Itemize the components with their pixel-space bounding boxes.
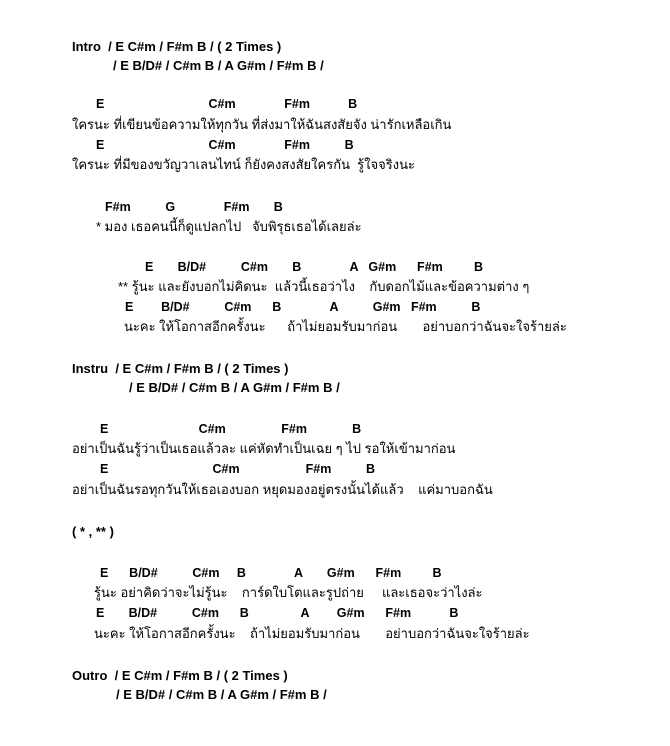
pre-chorus-chords: F#m G F#m B	[105, 200, 283, 214]
chorus2-lyric-1: รู้นะ อย่าคิดว่าจะไม่รู้นะ การ์ดใบโตและรูปถ่าย และเธอจะว่าไงล่ะ	[94, 585, 483, 600]
chorus2-chords-2: E B/D# C#m B A G#m F#m B	[96, 606, 459, 620]
verse1-chords-1: E C#m F#m B	[96, 97, 358, 111]
instru-progression: / E B/D# / C#m B / A G#m / F#m B /	[129, 380, 340, 395]
chorus-chords-2: E B/D# C#m B A G#m F#m B	[125, 300, 481, 314]
instru-line: Instru / E C#m / F#m B / ( 2 Times )	[72, 361, 289, 376]
outro-line: Outro / E C#m / F#m B / ( 2 Times )	[72, 668, 288, 683]
verse2-chords-2: E C#m F#m B	[100, 462, 376, 476]
chorus-lyric-2: นะคะ ให้โอกาสอีกครั้งนะ ถ้าไม่ยอมรับมาก่อน อย่าบอกว่าฉันจะใจร้ายล่ะ	[124, 319, 567, 334]
verse2-lyric-1: อย่าเป็นฉันรู้ว่าเป็นเธอแล้วละ แค่หัดทำเป็นเฉย ๆ ไป รอให้เข้ามาก่อน	[72, 441, 456, 456]
verse1-lyric-2: ใครนะ ที่มีของขวัญวาเลนไทน์ ก็ยังคงสงสัยใครกัน รู้ใจจริงนะ	[72, 157, 415, 172]
verse1-lyric-1: ใครนะ ที่เขียนข้อความให้ทุกวัน ที่ส่งมาให้ฉันสงสัยจัง น่ารักเหลือเกิน	[72, 117, 452, 132]
verse1-chords-2: E C#m F#m B	[96, 138, 354, 152]
verse2-lyric-2: อย่าเป็นฉันรอทุกวันให้เธอเองบอก หยุดมองอยู่ตรงนั้นได้แล้ว แค่มาบอกฉัน	[72, 482, 493, 497]
intro-progression: / E B/D# / C#m B / A G#m / F#m B /	[113, 58, 324, 73]
outro-progression: / E B/D# / C#m B / A G#m / F#m B /	[116, 687, 327, 702]
chorus2-lyric-2: นะคะ ให้โอกาสอีกครั้งนะ ถ้าไม่ยอมรับมาก่อน อย่าบอกว่าฉันจะใจร้ายล่ะ	[94, 626, 530, 641]
chorus-lyric-1: ** รู้นะ และยังบอกไม่คิดนะ แล้วนี้เธอว่าไง กับดอกไม้และข้อความต่าง ๆ	[118, 279, 530, 294]
pre-chorus-lyric: * มอง เธอคนนี้ก็ดูแปลกไป จับพิรุธเธอได้เลยล่ะ	[96, 219, 362, 234]
intro-line: Intro / E C#m / F#m B / ( 2 Times )	[72, 39, 282, 54]
repeat-marker: ( * , ** )	[72, 524, 114, 539]
verse2-chords-1: E C#m F#m B	[100, 422, 362, 436]
chorus2-chords-1: E B/D# C#m B A G#m F#m B	[100, 566, 442, 580]
chorus-chords-1: E B/D# C#m B A G#m F#m B	[145, 260, 484, 274]
